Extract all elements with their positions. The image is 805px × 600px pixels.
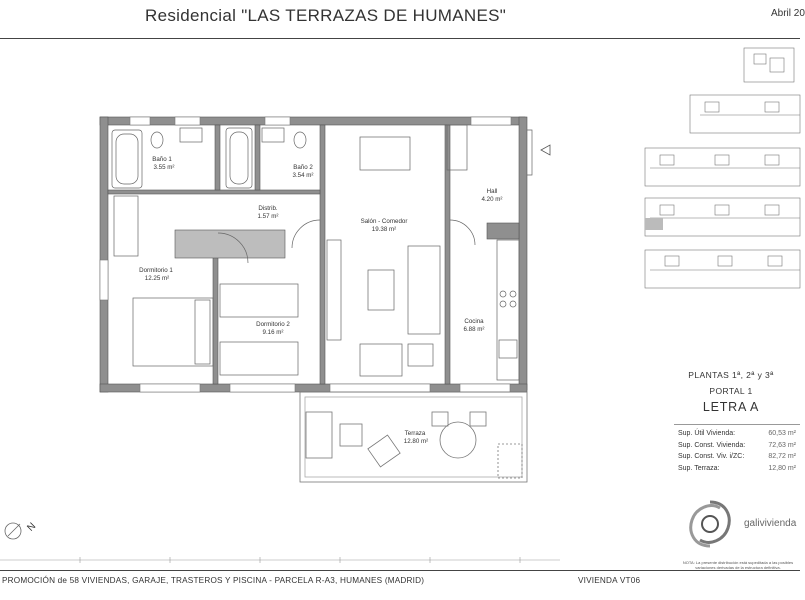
room-area-terraza: 12.80 m²: [403, 438, 429, 445]
room-area-cocina: 6.88 m²: [463, 326, 485, 333]
portal-label: PORTAL 1: [709, 386, 753, 396]
room-area-bano1: 3.55 m²: [153, 164, 175, 171]
letter-label: LETRA A: [702, 400, 760, 414]
surface-row: [678, 451, 800, 463]
brand-name: galivivienda: [744, 518, 797, 529]
surface-value: 82,72 m²: [768, 453, 796, 461]
surface-value: 72,63 m²: [768, 441, 796, 449]
room-area-dormitorio1: 12.25 m²: [144, 275, 170, 282]
surface-row: [678, 428, 800, 440]
brand-logo-icon: [680, 494, 740, 554]
room-name-salon: Salón - Comedor: [360, 218, 408, 225]
page-title: Residencial "LAS TERRAZAS DE HUMANES": [145, 6, 507, 25]
unit-info: [662, 365, 800, 414]
room-name-distrib: Distrib.: [258, 205, 278, 212]
room-name-bano1: Baño 1: [152, 156, 172, 163]
room-name-dormitorio2: Dormitorio 2: [256, 321, 290, 328]
room-name-cocina: Cocina: [464, 318, 484, 325]
room-name-dormitorio1: Dormitorio 1: [139, 267, 173, 274]
surface-label: Sup. Terraza:: [678, 464, 720, 472]
room-area-dormitorio2: 9.16 m²: [262, 329, 284, 336]
surface-row: [678, 440, 800, 452]
document-date: Abril 20: [771, 8, 805, 19]
surface-row: [678, 463, 800, 475]
surface-value: 12,80 m²: [768, 464, 796, 472]
room-name-terraza: Terraza: [404, 430, 426, 437]
compass-north-label: N: [25, 520, 39, 534]
room-name-bano2: Baño 2: [293, 164, 313, 171]
room-area-salon: 19.38 m²: [371, 226, 397, 233]
room-area-hall: 4.20 m²: [481, 196, 503, 203]
room-area-distrib: 1.57 m²: [257, 213, 279, 220]
room-area-bano2: 3.54 m²: [292, 172, 314, 179]
surface-value: 60,53 m²: [768, 430, 796, 438]
disclaimer: NOTA: La presente distribución está supeditada a las posibles variaciones derivadas de la estructura definitiva.: [682, 560, 794, 570]
footer-divider: [0, 570, 800, 571]
surface-table: [678, 428, 800, 474]
surface-label: Sup. Útil Vivienda:: [678, 430, 736, 438]
compass-icon: [0, 518, 45, 548]
info-divider: [674, 424, 800, 425]
promotion-label: PROMOCIÓN de 58 VIVIENDAS, GARAJE, TRASTEROS Y PISCINA - PARCELA R-A3, HUMANES (MADRID): [2, 576, 425, 585]
room-name-hall: Hall: [486, 188, 498, 195]
floors-label: PLANTAS 1ª, 2ª y 3ª: [688, 370, 774, 380]
unit-code-label: VIVIENDA VT06: [578, 576, 641, 585]
surface-label: Sup. Const. Vivienda:: [678, 441, 746, 449]
surface-label: Sup. Const. Viv. i/ZC:: [678, 453, 745, 461]
